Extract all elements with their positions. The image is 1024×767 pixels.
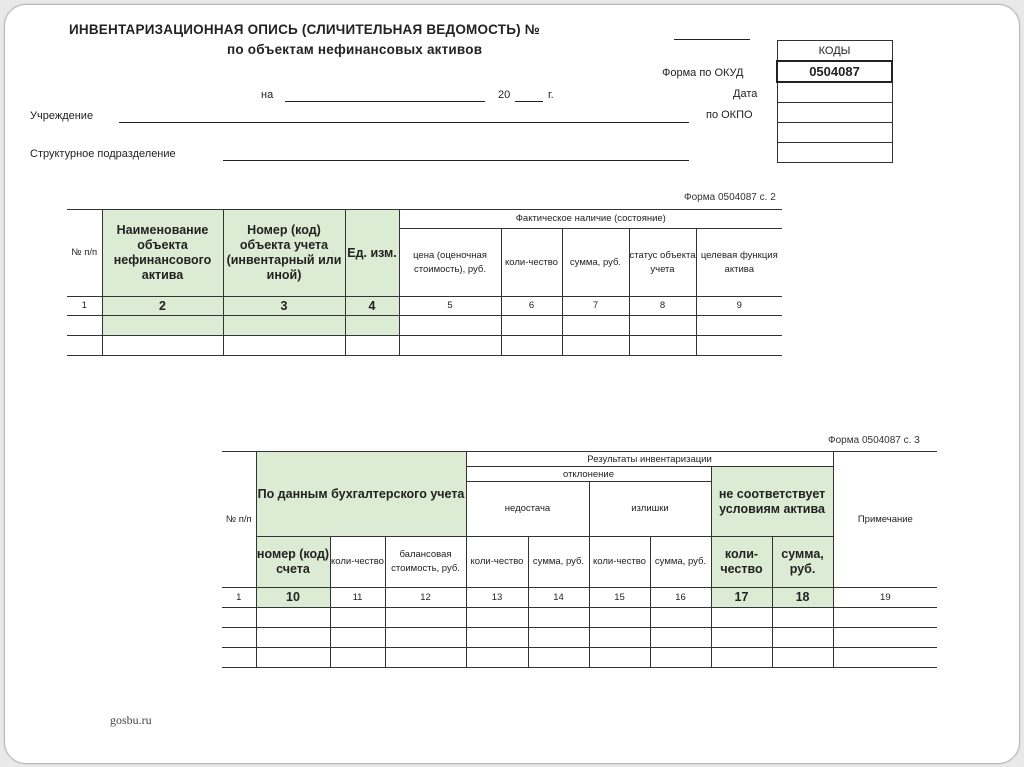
t1-num-9: 9 — [696, 297, 782, 316]
t1-col-name: Наименование объекта нефинансового актива — [102, 210, 223, 297]
t1-num-8: 8 — [629, 297, 696, 316]
table2-form-label: Форма 0504087 с. 3 — [828, 435, 920, 446]
division-line — [223, 160, 689, 161]
t2-num-11: 11 — [330, 588, 385, 608]
t2-group-deviation: отклонение — [466, 467, 711, 482]
t2-num-18: 18 — [772, 588, 833, 608]
document-card — [4, 4, 1020, 764]
t2-sub-short-qty: коли-чество — [466, 537, 528, 588]
t2-col-mismatch: не соответствует условиям актива — [711, 467, 833, 537]
t1-number-row — [67, 297, 782, 316]
t2-col-shortage: недостача — [466, 482, 589, 537]
t2-sub-balance: балансовая стоимость, руб. — [385, 537, 466, 588]
t1-col-purpose: целевая функция актива — [696, 229, 782, 297]
t1-num-1: 1 — [67, 297, 102, 316]
form-subtitle: по объектам нефинансовых активов — [227, 42, 483, 57]
t2-sub-short-sum: сумма, руб. — [528, 537, 589, 588]
t2-group-results: Результаты инвентаризации — [466, 452, 833, 467]
source-label: gosbu.ru — [110, 713, 152, 727]
table-row — [67, 316, 782, 336]
t2-num-10: 10 — [256, 588, 330, 608]
year-prefix: 20 — [498, 89, 511, 101]
table-row — [222, 628, 937, 648]
form-title: ИНВЕНТАРИЗАЦИОННАЯ ОПИСЬ (СЛИЧИТЕЛЬНАЯ ВЕДОМОСТЬ) № — [69, 22, 541, 37]
year-suffix: г. — [548, 89, 554, 101]
t2-number-row — [222, 588, 937, 608]
date-label: Дата — [733, 88, 758, 100]
okud-label: Форма по ОКУД — [662, 67, 744, 79]
institution-line — [119, 122, 689, 123]
t1-group-actual: Фактическое наличие (состояние) — [399, 210, 782, 229]
t2-group-accounting: По данным бухгалтерского учета — [256, 452, 466, 537]
t2-sub-account-code: номер (код) счета — [256, 537, 330, 588]
table1 — [67, 209, 782, 356]
t2-sub-mis-qty: коли-чество — [711, 537, 772, 588]
t1-num-7: 7 — [562, 297, 629, 316]
t2-num-1: 1 — [222, 588, 256, 608]
t1-num-2: 2 — [102, 297, 223, 316]
t2-col-num: № п/п — [222, 452, 256, 588]
t1-col-qty: коли-чество — [501, 229, 562, 297]
t2-sub-surp-qty: коли-чество — [589, 537, 650, 588]
t1-num-3: 3 — [223, 297, 345, 316]
table2 — [222, 451, 937, 668]
t2-num-16: 16 — [650, 588, 711, 608]
table-row — [67, 336, 782, 356]
okud-value: 0504087 — [777, 61, 892, 82]
t1-col-code: Номер (код) объекта учета (инвентарный или иной) — [223, 210, 345, 297]
t2-col-note: Примечание — [833, 452, 937, 588]
t2-num-15: 15 — [589, 588, 650, 608]
year-line — [515, 101, 543, 102]
t1-col-sum: сумма, руб. — [562, 229, 629, 297]
table-row — [222, 608, 937, 628]
t1-col-num: № п/п — [67, 210, 102, 297]
date-value — [777, 82, 892, 103]
t2-col-surplus: излишки — [589, 482, 711, 537]
t2-num-13: 13 — [466, 588, 528, 608]
na-label: на — [261, 89, 274, 101]
t2-num-14: 14 — [528, 588, 589, 608]
t2-sub-qty: коли-чество — [330, 537, 385, 588]
t1-num-4: 4 — [345, 297, 399, 316]
t1-col-status: статус объекта учета — [629, 229, 696, 297]
t2-num-19: 19 — [833, 588, 937, 608]
codes-empty-1 — [777, 123, 892, 143]
codes-table — [776, 40, 893, 163]
number-line — [674, 39, 750, 40]
okpo-label: по ОКПО — [706, 109, 753, 121]
t2-sub-surp-sum: сумма, руб. — [650, 537, 711, 588]
t1-col-unit: Ед. изм. — [345, 210, 399, 297]
codes-empty-2 — [777, 143, 892, 163]
division-label: Структурное подразделение — [30, 148, 176, 160]
t1-num-6: 6 — [501, 297, 562, 316]
institution-label: Учреждение — [30, 110, 94, 122]
t2-num-12: 12 — [385, 588, 466, 608]
t2-sub-mis-sum: сумма, руб. — [772, 537, 833, 588]
codes-header: КОДЫ — [777, 41, 892, 62]
date-line — [285, 101, 485, 102]
t1-num-5: 5 — [399, 297, 501, 316]
t1-col-price: цена (оценочная стоимость), руб. — [399, 229, 501, 297]
t2-num-17: 17 — [711, 588, 772, 608]
okpo-value — [777, 103, 892, 123]
table-row — [222, 648, 937, 668]
table1-form-label: Форма 0504087 с. 2 — [684, 192, 776, 203]
